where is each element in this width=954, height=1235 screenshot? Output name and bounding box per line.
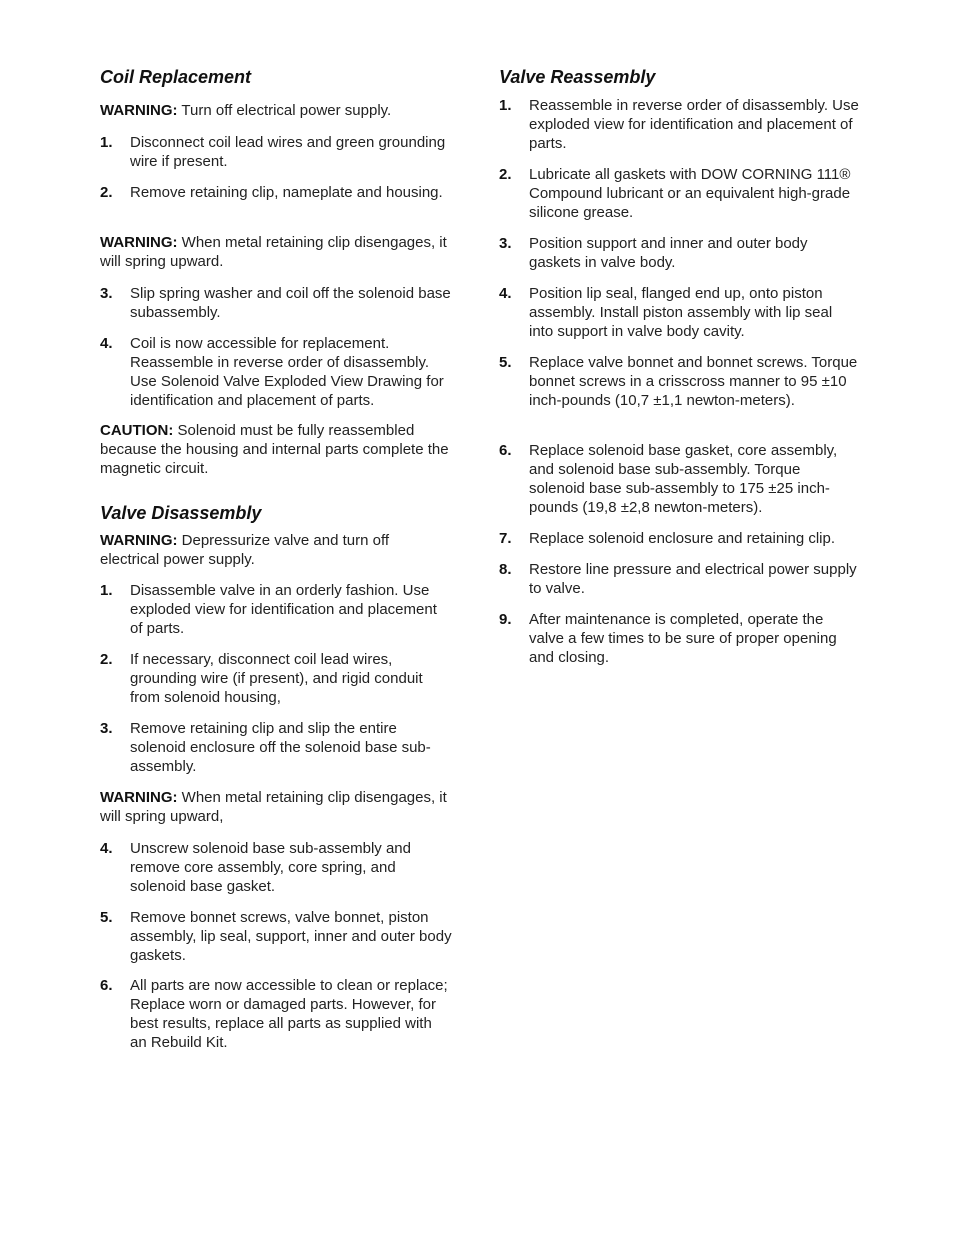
step-text: Coil is now accessible for replacement. Reassemble in reverse order of disassembly. Use Solenoid Valve Exploded View Drawing for identification and placement of parts. (130, 335, 444, 409)
step-number: 6. (499, 442, 512, 459)
step-text: Slip spring washer and coil off the solenoid base subassembly. (130, 285, 451, 321)
step-text: Replace valve bonnet and bonnet screws. Torque bonnet screws in a crisscross manner to 95 ±10 inch-pounds (10,7 ±1,1 newton-meters). (529, 354, 858, 409)
valve-disassembly-heading: Valve Disassembly (100, 503, 262, 523)
warning-text: When metal retaining clip disengages, it will spring upward. (100, 234, 447, 270)
step-number: 9. (499, 611, 512, 628)
disassembly-warning-2 (100, 788, 452, 826)
coil-warning-1 (100, 101, 452, 120)
step-text: Replace solenoid enclosure and retaining clip. (529, 530, 836, 547)
step-number: 7. (499, 530, 512, 547)
step-text: Lubricate all gaskets with DOW CORNING 111® Compound lubricant or an equivalent high-grade silicone grease. (529, 166, 851, 221)
step-text: Remove retaining clip, nameplate and housing. (130, 184, 443, 201)
step-number: 4. (100, 840, 113, 857)
warning-text: When metal retaining clip disengages, it will spring upward, (100, 789, 447, 825)
warning-text: Turn off electrical power supply. (177, 102, 392, 119)
step-number: 2. (100, 651, 113, 668)
caution-label: CAUTION: (100, 422, 174, 439)
step-number: 1. (100, 582, 113, 599)
step-text: After maintenance is completed, operate the valve a few times to be sure of proper opening and closing. (529, 611, 837, 666)
step-number: 3. (100, 285, 113, 302)
step-number: 8. (499, 561, 512, 578)
step-text: Disassemble valve in an orderly fashion. Use exploded view for identification and placement of parts. (130, 582, 437, 637)
disassembly-warning-1 (100, 531, 452, 569)
step-number: 6. (100, 977, 113, 994)
valve-reassembly-heading: Valve Reassembly (499, 67, 656, 87)
coil-caution (100, 421, 452, 478)
step-text: Remove bonnet screws, valve bonnet, piston assembly, lip seal, support, inner and outer body gaskets. (130, 909, 452, 964)
warning-label: WARNING: (100, 234, 178, 251)
step-number: 5. (499, 354, 512, 371)
step-text: Remove retaining clip and slip the entire solenoid enclosure off the solenoid base sub-assembly. (130, 720, 431, 775)
step-text: All parts are now accessible to clean or replace; Replace worn or damaged parts. However, for best results, replace all parts as supplied with an Rebuild Kit. (130, 977, 448, 1051)
warning-label: WARNING: (100, 789, 178, 806)
step-number: 5. (100, 909, 113, 926)
warning-label: WARNING: (100, 532, 178, 549)
caution-text: Solenoid must be fully reassembled because the housing and internal parts complete the magnetic circuit. (100, 422, 449, 477)
step-text: If necessary, disconnect coil lead wires, grounding wire (if present), and rigid conduit from solenoid housing, (130, 651, 423, 706)
step-number: 2. (499, 166, 512, 183)
coil-replacement-heading: Coil Replacement (100, 67, 252, 87)
step-text: Replace solenoid base gasket, core assembly, and solenoid base sub-assembly. Torque solenoid base sub-assembly to 175 ±25 inch-pounds (19,8 ±2,8 newton-meters). (529, 442, 838, 516)
coil-warning-2 (100, 233, 452, 271)
step-number: 4. (499, 285, 512, 302)
step-number: 4. (100, 335, 113, 352)
step-number: 3. (100, 720, 113, 737)
step-number: 1. (499, 97, 512, 114)
step-number: 2. (100, 184, 113, 201)
warning-text: Depressurize valve and turn off electrical power supply. (100, 532, 390, 568)
step-text: Position lip seal, flanged end up, onto piston assembly. Install piston assembly with lip seal into support in valve body cavity. (529, 285, 833, 340)
step-number: 1. (100, 134, 113, 151)
warning-label: WARNING: (100, 102, 178, 119)
step-text: Unscrew solenoid base sub-assembly and remove core assembly, core spring, and solenoid base gasket. (130, 840, 411, 895)
step-text: Restore line pressure and electrical power supply to valve. (529, 561, 857, 597)
step-text: Disconnect coil lead wires and green grounding wire if present. (130, 134, 446, 170)
step-number: 3. (499, 235, 512, 252)
step-text: Reassemble in reverse order of disassembly. Use exploded view for identification and placement of parts. (529, 97, 859, 152)
step-text: Position support and inner and outer body gaskets in valve body. (529, 235, 808, 271)
